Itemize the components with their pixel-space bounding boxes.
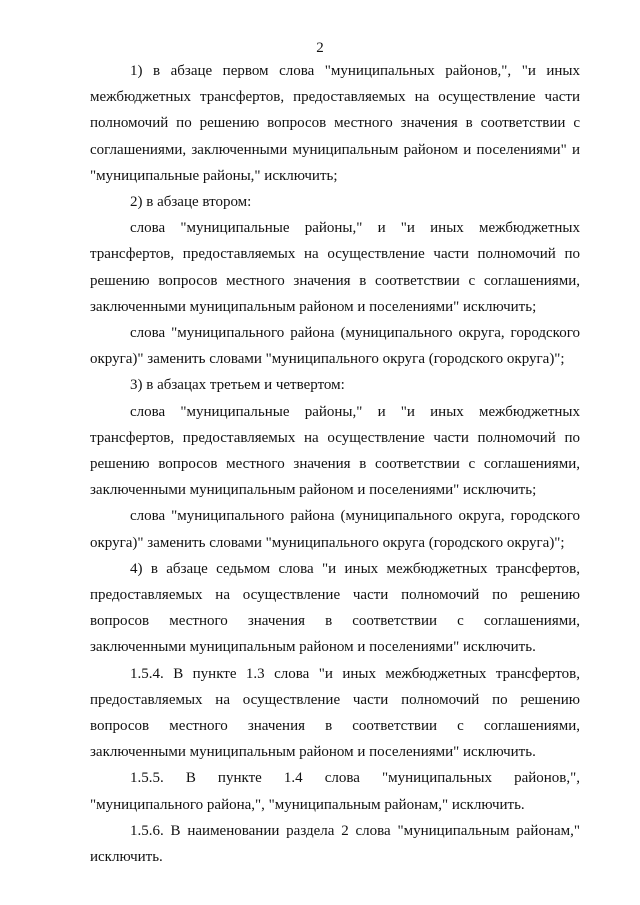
page-number: 2 xyxy=(316,40,324,56)
paragraph-10-item-1-5-5: 1.5.5. В пункте 1.4 слова "муниципальных районов,", "муниципального района,", "муниципальным районам," исключить. xyxy=(90,770,580,813)
paragraph-2-second-abzac-heading: 2) в абзаце втором: xyxy=(130,194,252,211)
paragraph-7-words-replacement: слова "муниципального района (муниципального округа, городского округа)" заменить словами "муниципального округа (городского округа)"; xyxy=(90,508,580,551)
paragraph-8-seventh-abzac: 4) в абзаце седьмом слова "и иных межбюджетных трансфертов, предоставляемых на осуществление части полномочий по решению вопросов местного значения в соответствии с соглашениями, заключенными муниципальным районом и поселениями" исключить. xyxy=(90,560,580,656)
document-body xyxy=(90,58,580,870)
paragraph-1-first-abzac: 1) в абзаце первом слова "муниципальных районов,", "и иных межбюджетных трансфертов, предоставляемых на осуществление части полномочий по решению вопросов местного значения в соответствии с соглашениями, заключенными муниципальным районом и поселениями" и "муниципальные районы," исключить; xyxy=(90,63,580,184)
paragraph-11-item-1-5-6: 1.5.6. В наименовании раздела 2 слова "муниципальным районам," исключить. xyxy=(90,822,580,866)
paragraph-5-third-fourth-abzac-heading: 3) в абзацах третьем и четвертом: xyxy=(130,377,345,394)
paragraph-3-words-exclusion: слова "муниципальные районы," и "и иных межбюджетных трансфертов, предоставляемых на осуществление части полномочий по решению вопросов местного значения в соответствии с соглашениями, заключенными муниципальным районом и поселениями" исключить; xyxy=(90,220,580,315)
paragraph-9-item-1-5-4: 1.5.4. В пункте 1.3 слова "и иных межбюджетных трансфертов, предоставляемых на осуществление части полномочий по решению вопросов местного значения в соответствии с соглашениями, заключенными муниципальным районом и поселениями" исключить. xyxy=(90,665,580,761)
paragraph-6-words-exclusion: слова "муниципальные районы," и "и иных межбюджетных трансфертов, предоставляемых на осуществление части полномочий по решению вопросов местного значения в соответствии с соглашениями, заключенными муниципальным районом и поселениями" исключить; xyxy=(90,403,580,499)
paragraph-4-words-replacement: слова "муниципального района (муниципального округа, городского округа)" заменить словами "муниципального округа (городского округа)"; xyxy=(90,325,580,368)
